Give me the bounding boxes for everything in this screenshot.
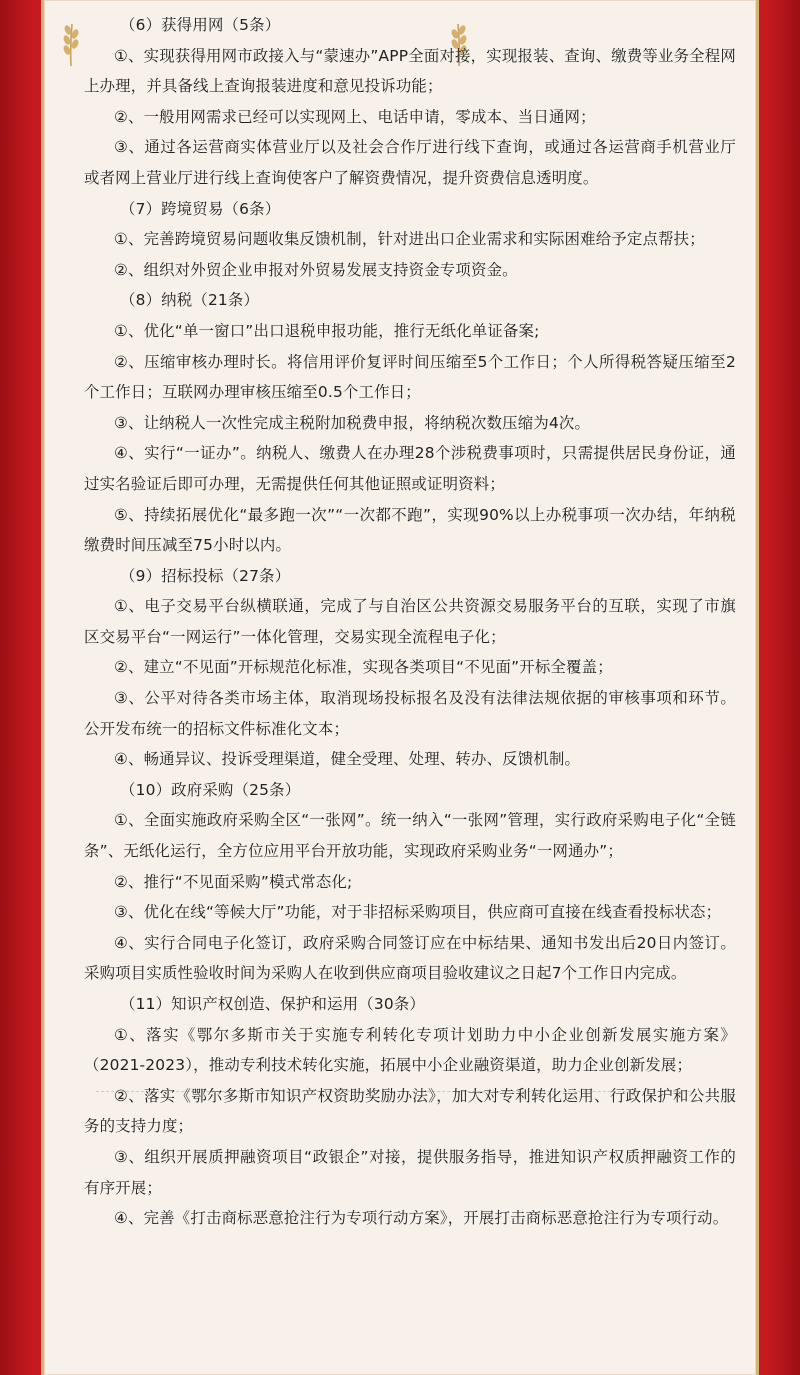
body-paragraph: ④、实行合同电子化签订，政府采购合同签订应在中标结果、通知书发出后20日内签订。采购项目实质性验收时间为采购人在收到供应商项目验收建议之日起7个工作日内完成。 [84, 933, 736, 983]
body-paragraph: ④、畅通异议、投诉受理渠道，健全受理、处理、转办、反馈机制。 [114, 750, 581, 769]
document-body [44, 10, 756, 1234]
body-paragraph: ④、完善《打击商标恶意抢注行为专项行动方案》，开展打击商标恶意抢注行为专项行动。 [114, 1209, 729, 1228]
body-paragraph: ①、电子交易平台纵横联通，完成了与自治区公共资源交易服务平台的互联，实现了市旗区交易平台“一网运行”一体化管理，交易实现全流程电子化； [84, 597, 736, 646]
body-paragraph: ③、让纳税人一次性完成主税附加税费申报，将纳税次数压缩为4次。 [114, 413, 591, 432]
body-paragraph: ①、落实《鄂尔多斯市关于实施专利转化专项计划助力中小企业创新发展实施方案》（2021-2023），推动专利技术转化实施，拓展中小企业融资渠道，助力企业创新发展； [84, 1025, 736, 1075]
body-paragraph: ③、组织开展质押融资项目“政银企”对接，提供服务指导，推进知识产权质押融资工作的有序开展； [84, 1147, 736, 1197]
body-paragraph: ②、建立“不见面”开标规范化标准，实现各类项目“不见面”开标全覆盖； [114, 658, 613, 677]
body-paragraph: ②、一般用网需求已经可以实现网上、电话申请，零成本、当日通网； [114, 107, 596, 126]
body-paragraph: ①、完善跨境贸易问题收集反馈机制，针对进出口企业需求和实际困难给予定点帮扶； [114, 230, 705, 249]
body-paragraph: ④、实行“一证办”。纳税人、缴费人在办理28个涉税费事项时，只需提供居民身份证，通过实名验证后即可办理，无需提供任何其他证照或证明资料； [84, 444, 736, 493]
body-paragraph: ②、落实《鄂尔多斯市知识产权资助奖励办法》，加大对专利转化运用、行政保护和公共服务的支持力度； [84, 1086, 736, 1136]
section-heading: （11）知识产权创造、保护和运用（30条） [120, 995, 426, 1013]
body-paragraph: ③、优化在线“等候大厅”功能，对于非招标采购项目，供应商可直接在线查看投标状态； [114, 903, 722, 922]
body-paragraph: ③、公平对待各类市场主体，取消现场投标报名及没有法律法规依据的审核事项和环节。公开发布统一的招标文件标准化文本； [84, 689, 736, 738]
section-heading: （7）跨境贸易（6条） [120, 199, 281, 218]
body-paragraph: ①、全面实施政府采购全区“一张网”。统一纳入“一张网”管理，实行政府采购电子化“全链条”、无纸化运行，全方位应用平台开放功能，实现政府采购业务“一网通办”； [84, 811, 736, 861]
body-paragraph: ①、实现获得用网市政接入与“蒙速办”APP全面对接，实现报装、查询、缴费等业务全程网上办理，并具备线上查询报装进度和意见投诉功能； [84, 46, 736, 96]
body-paragraph: ③、通过各运营商实体营业厅以及社会合作厅进行线下查询，或通过各运营商手机营业厅或者网上营业厅进行线上查询使客户了解资费情况，提升资费信息透明度。 [84, 138, 736, 187]
body-paragraph: ②、组织对外贸企业申报对外贸易发展支持资金专项资金。 [114, 260, 518, 279]
section-heading: （10）政府采购（25条） [120, 780, 301, 799]
section-heading: （9）招标投标（27条） [120, 566, 291, 585]
section-heading: （8）纳税（21条） [120, 291, 260, 310]
body-paragraph: ②、推行“不见面采购”模式常态化; [114, 872, 353, 891]
body-paragraph: ⑤、持续拓展优化“最多跑一次”“一次都不跑”，实现90%以上办税事项一次办结，年纳税缴费时间压减至75小时以内。 [84, 505, 736, 555]
section-heading: （6）获得用网（5条） [120, 16, 281, 34]
body-paragraph: ②、压缩审核办理时长。将信用评价复评时间压缩至5个工作日；个人所得税答疑压缩至2个工作日；互联网办理审核压缩至0.5个工作日； [84, 352, 736, 402]
body-paragraph: ①、优化“单一窗口”出口退税申报功能，推行无纸化单证备案; [114, 321, 540, 340]
